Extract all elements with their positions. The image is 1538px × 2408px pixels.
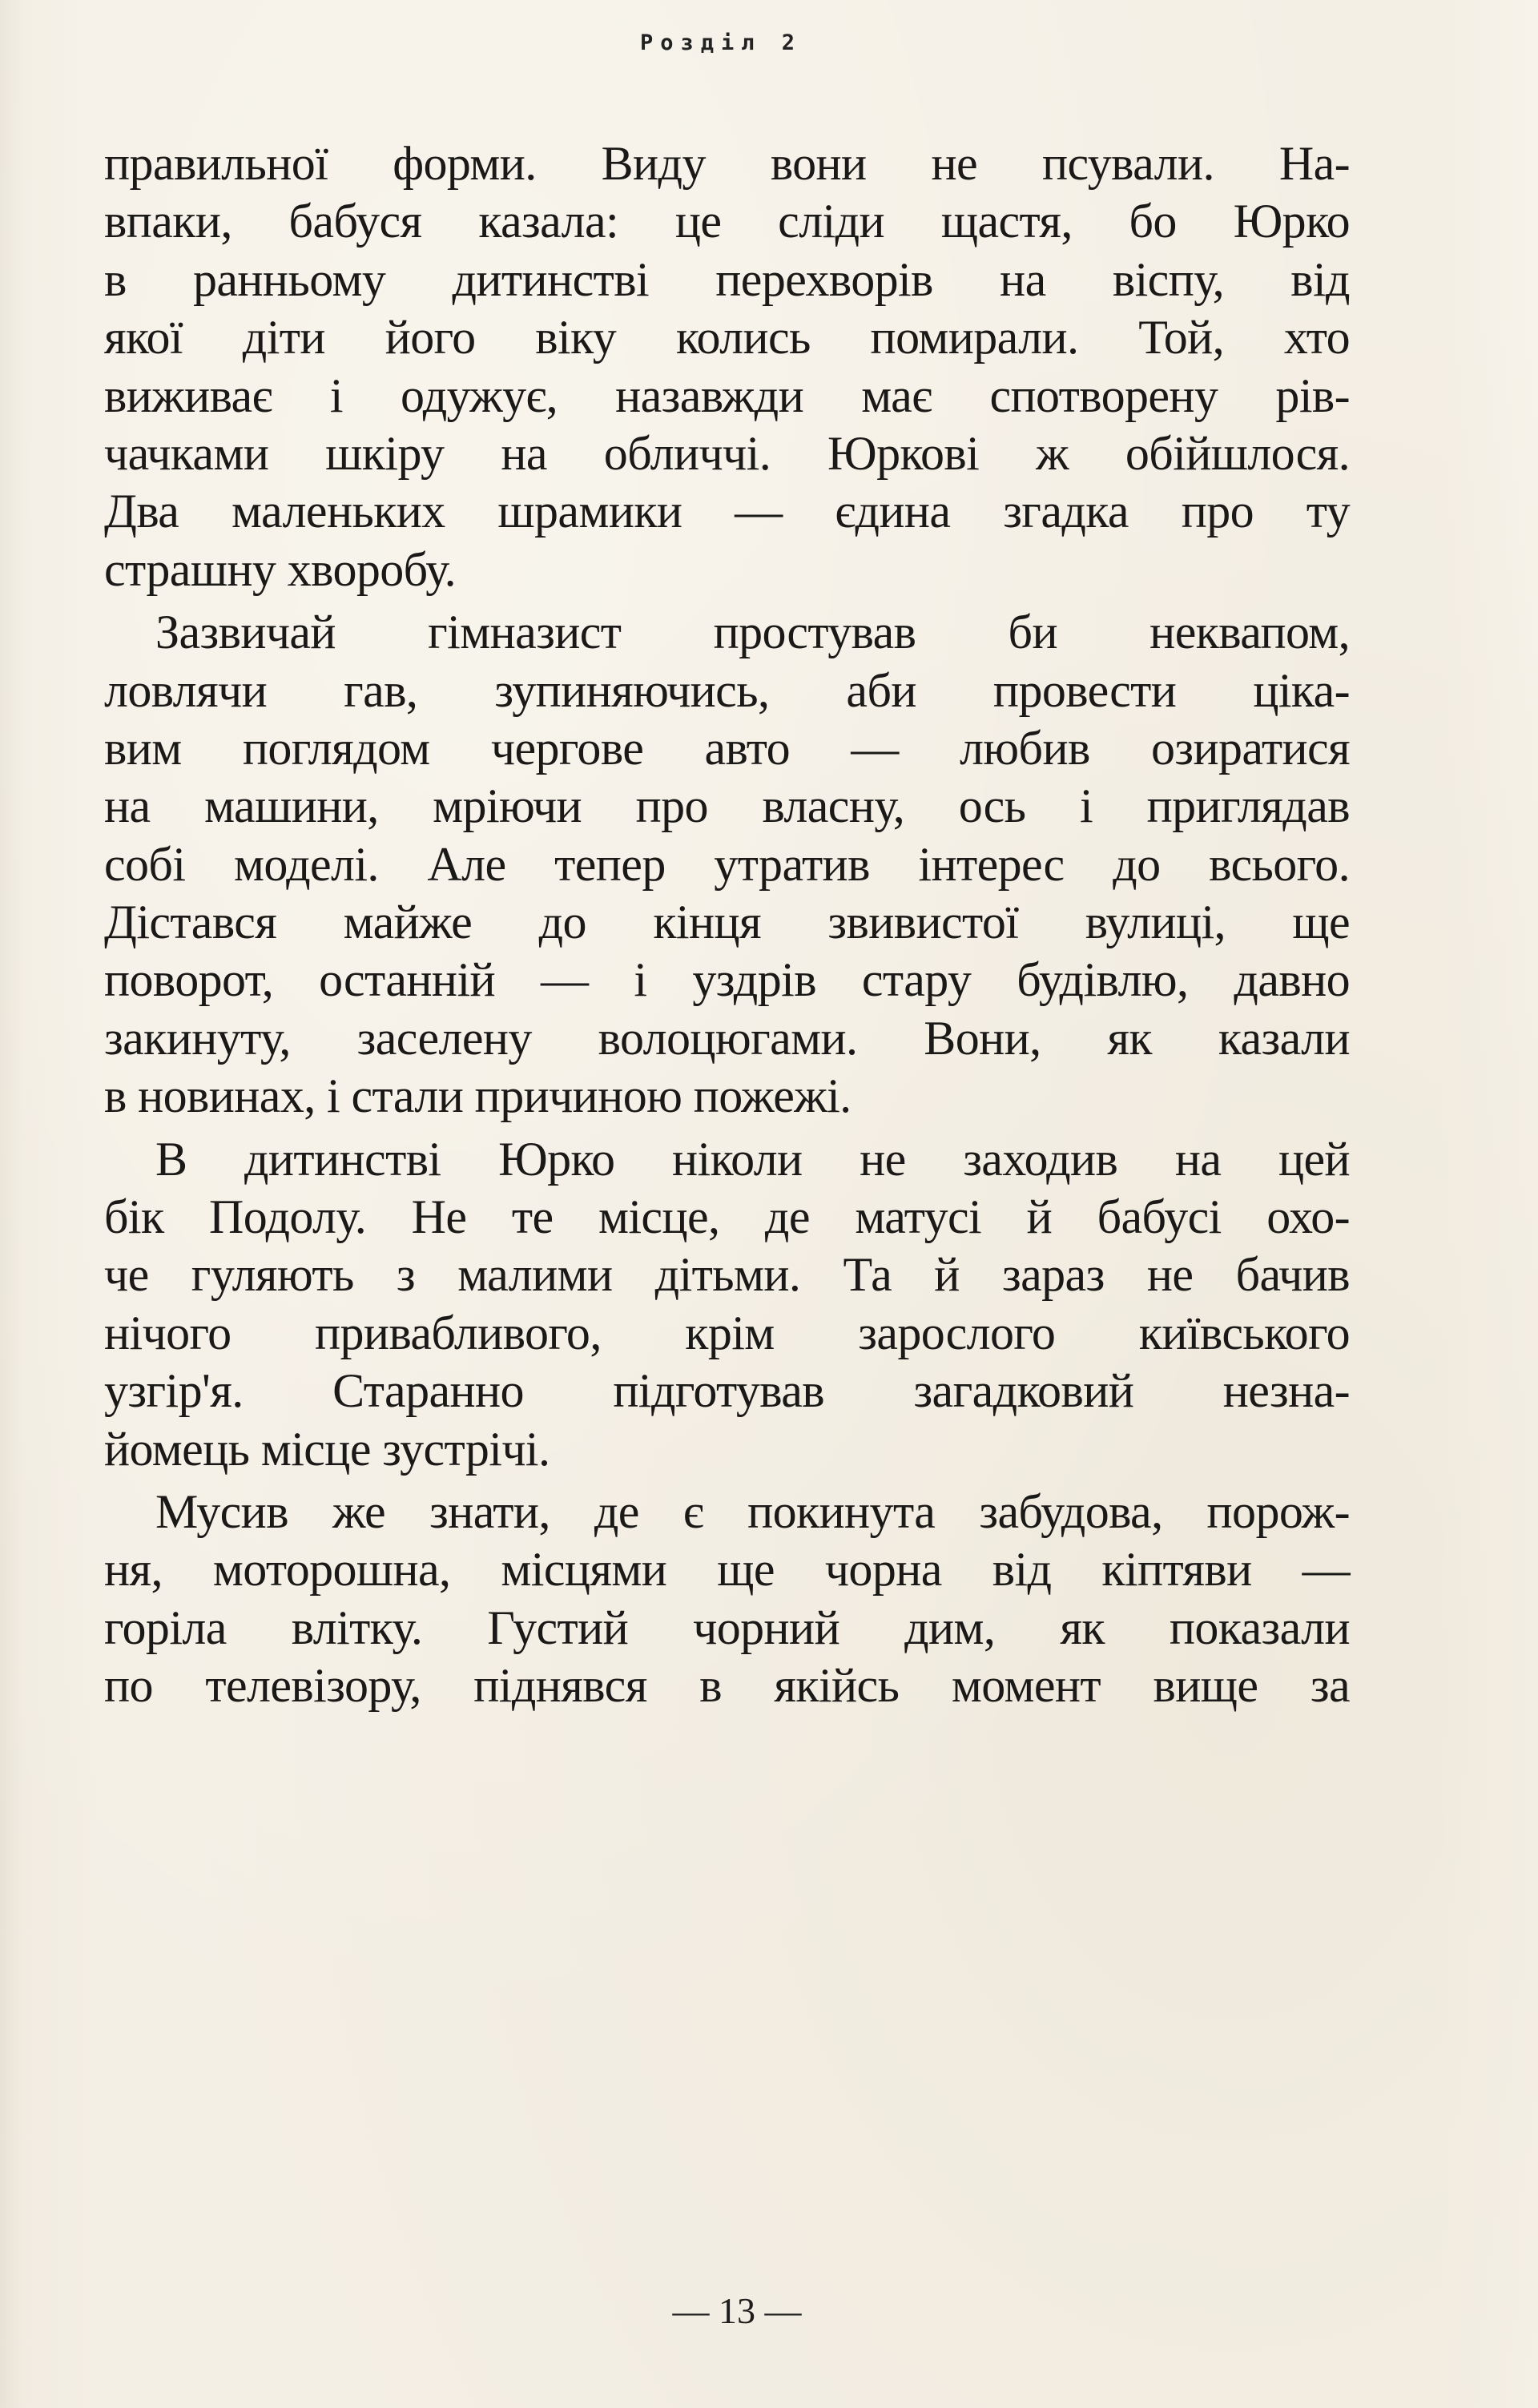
- text-line: йомець місце зустрічі.: [104, 1422, 550, 1476]
- text-line: правильної форми. Виду вони не псували. На-: [104, 137, 1350, 190]
- page-number: [0, 2289, 1538, 2332]
- text-line: закинуту, заселену волоцюгами. Вони, як казали: [104, 1011, 1350, 1065]
- text-line: собі моделі. Але тепер утратив інтерес до всього.: [104, 837, 1350, 891]
- running-head: [0, 30, 1538, 55]
- paragraph-4: [104, 1483, 1350, 1715]
- text-line: страшну хворобу.: [104, 542, 457, 596]
- text-line: горіла влітку. Густий чорний дим, як показали: [104, 1601, 1350, 1654]
- text-line: вим поглядом чергове авто — любив озиратися: [104, 721, 1350, 775]
- text-line: якої діти його віку колись помирали. Той, хто: [104, 311, 1350, 364]
- text-line: Дістався майже до кінця звивистої вулиці, ще: [104, 896, 1350, 949]
- paragraph-1: [104, 135, 1350, 598]
- text-line: по телевізору, піднявся в якійсь момент вище за: [104, 1659, 1350, 1713]
- text-line: Зазвичай гімназист простував би неквапом,: [155, 606, 1350, 659]
- paragraph-2: [104, 603, 1350, 1125]
- text-line: бік Подолу. Не те місце, де матусі й бабусі охо-: [104, 1190, 1350, 1244]
- text-line: поворот, останній — і уздрів стару будівлю, давно: [104, 953, 1350, 1007]
- text-line: ня, моторошна, місцями ще чорна від кіптяви —: [104, 1543, 1350, 1597]
- text-line: Два маленьких шрамики — єдина згадка про ту: [104, 485, 1350, 538]
- text-line: В дитинстві Юрко ніколи не заходив на цей: [155, 1132, 1350, 1186]
- text-line: на машини, мріючи про власну, ось і приглядав: [104, 779, 1350, 833]
- chapter-title: Розділ 2: [639, 30, 803, 55]
- text-line: нічого привабливого, крім зарослого київського: [104, 1306, 1350, 1359]
- text-line: Мусив же знати, де є покинута забудова, порож-: [155, 1484, 1350, 1538]
- text-line: в ранньому дитинстві перехворів на віспу, від: [104, 252, 1350, 306]
- text-line: узгір'я. Старанно підготував загадковий незна-: [104, 1364, 1350, 1418]
- body-text: [104, 135, 1350, 1715]
- text-line: ловлячи гав, зупиняючись, аби провести ціка-: [104, 663, 1350, 717]
- text-line: впаки, бабуся казала: це сліди щастя, бо Юрко: [104, 195, 1350, 248]
- page-number-text: — 13 —: [672, 2290, 802, 2331]
- text-line: чачками шкіру на обличчі. Юркові ж обійшлося.: [104, 426, 1350, 480]
- paragraph-3: [104, 1130, 1350, 1478]
- text-line: в новинах, і стали причиною пожежі.: [104, 1069, 852, 1123]
- text-line: че гуляють з малими дітьми. Та й зараз не бачив: [104, 1248, 1350, 1302]
- text-line: виживає і одужує, назавжди має спотворену рів-: [104, 368, 1350, 422]
